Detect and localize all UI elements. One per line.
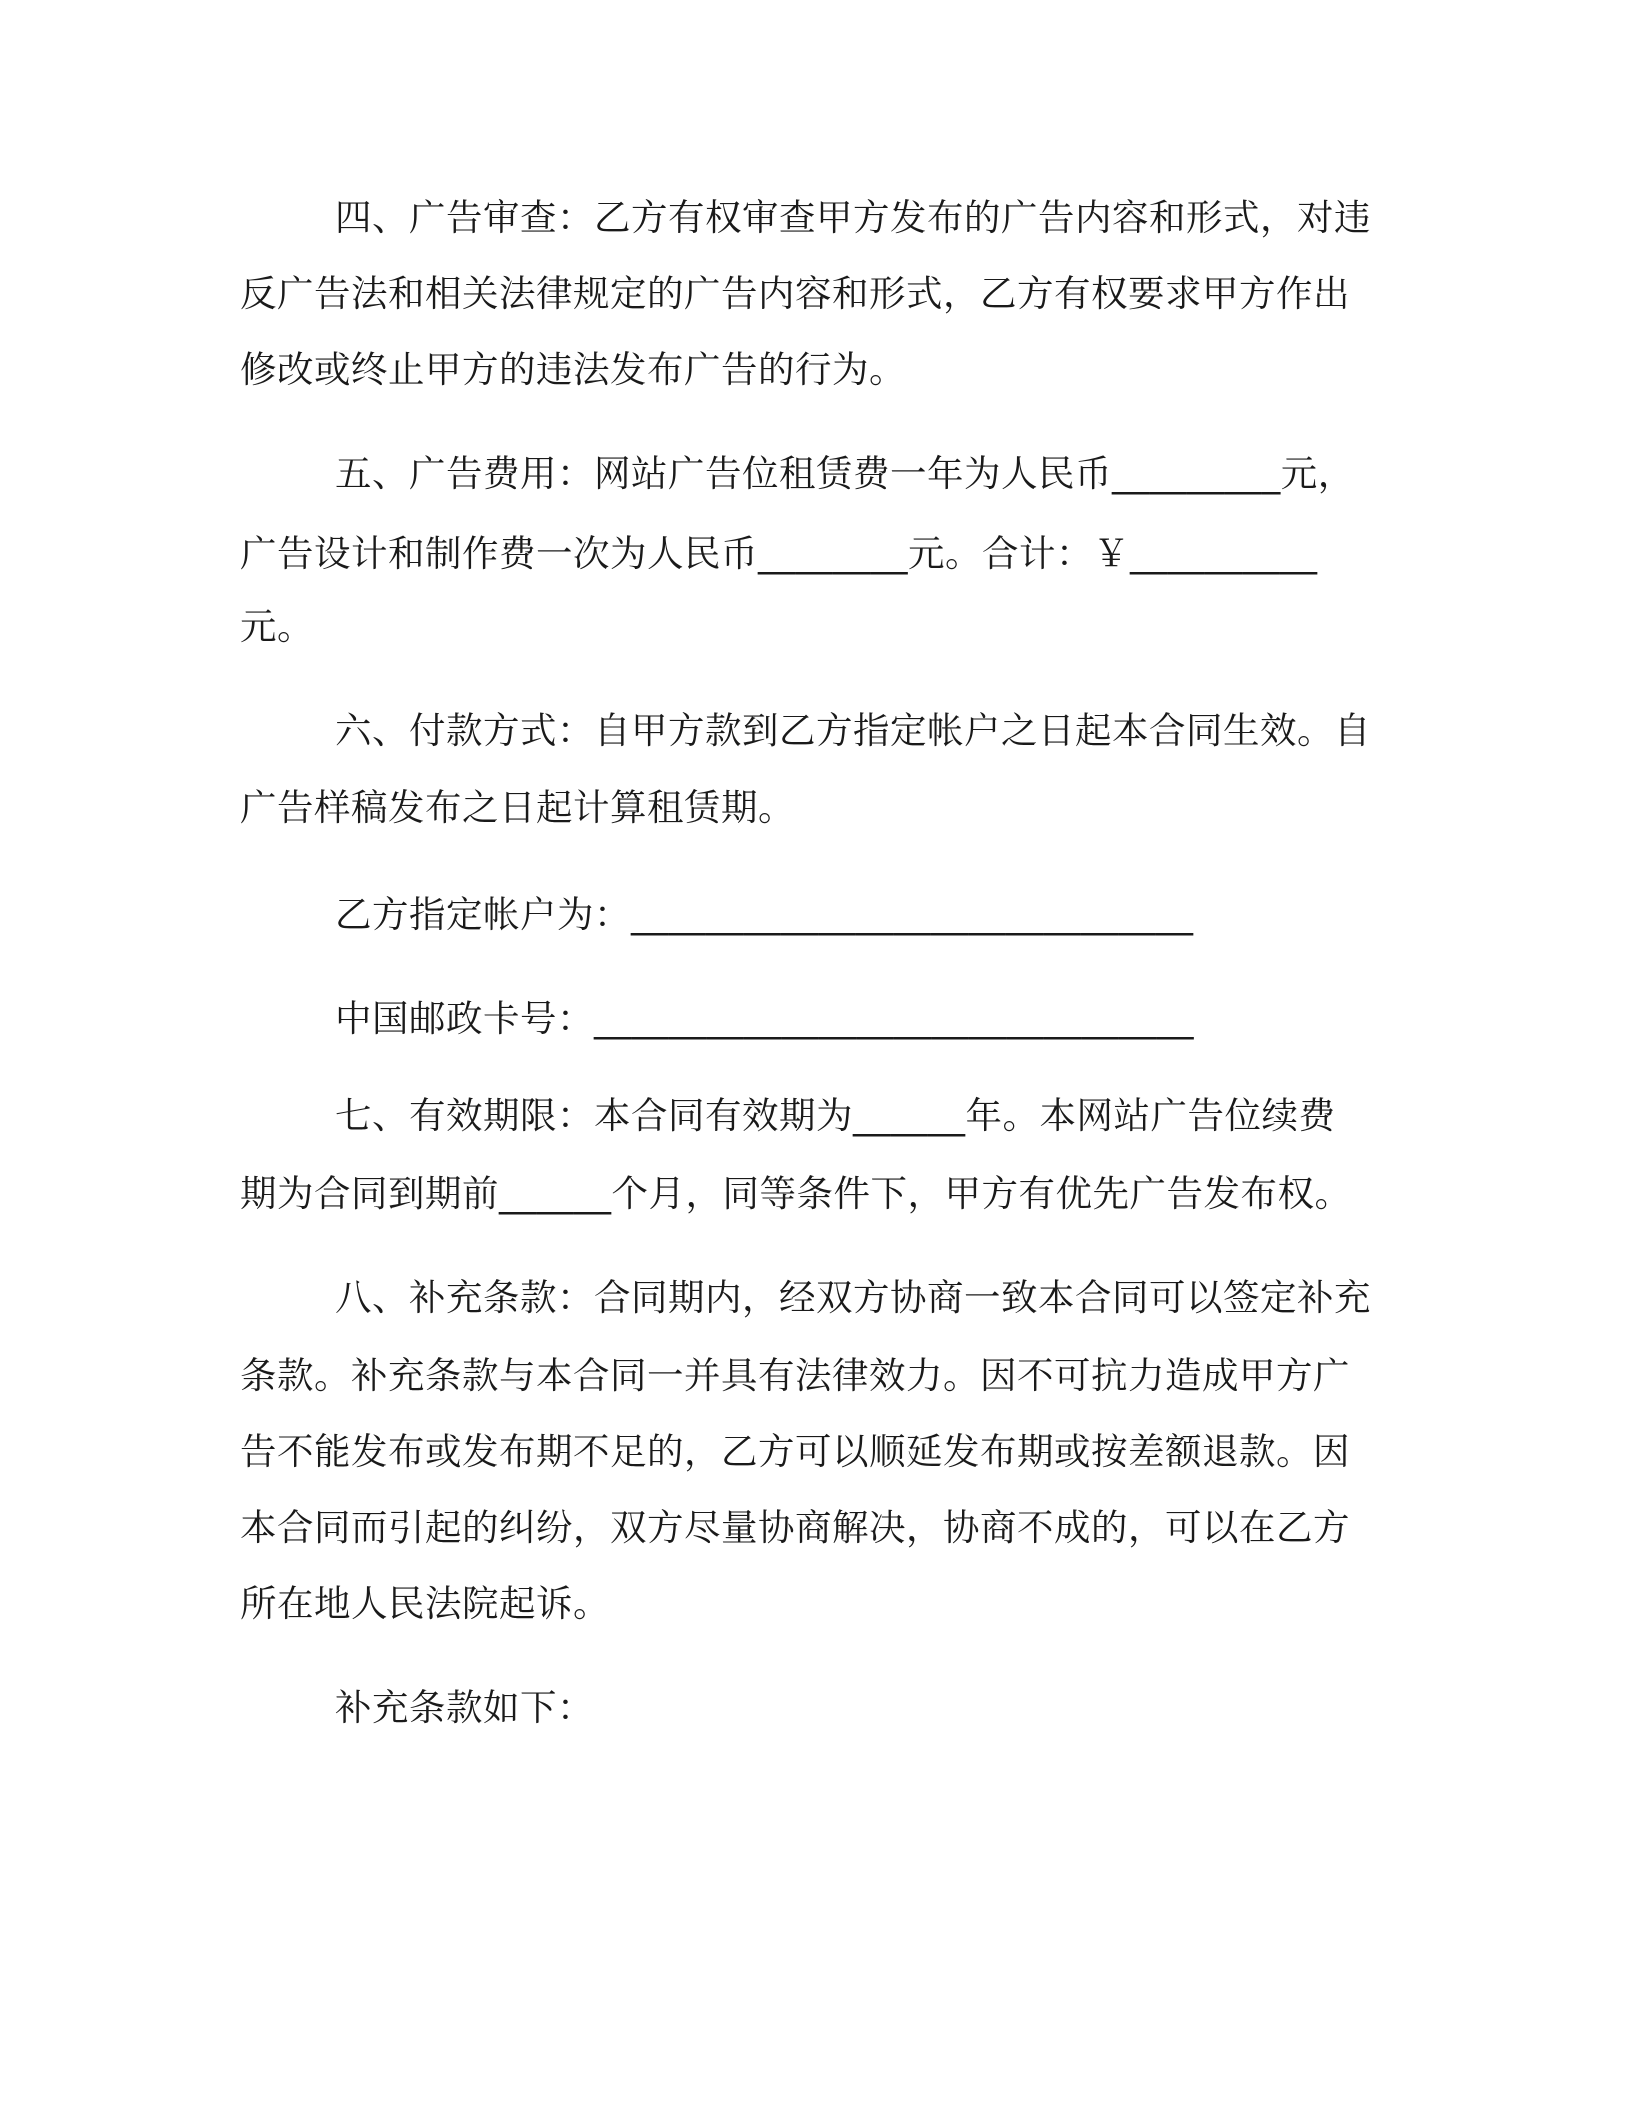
clause-4-line-2: 反广告法和相关法律规定的广告内容和形式，乙方有权要求甲方作出: [240, 272, 1350, 315]
postal-card-line: 中国邮政卡号：________________________________: [335, 997, 1194, 1040]
clause-5-line-3: 元。: [240, 605, 314, 648]
clause-7-line-1: 七、有效期限：本合同有效期为______年。本网站广告位续费: [335, 1094, 1336, 1137]
clause-8-line-4: 本合同而引起的纠纷，双方尽量协商解决，协商不成的，可以在乙方: [240, 1506, 1350, 1549]
clause-4-line-1: 四、广告审查：乙方有权审查甲方发布的广告内容和形式，对违: [335, 196, 1371, 239]
clause-8-line-3: 告不能发布或发布期不足的，乙方可以顺延发布期或按差额退款。因: [240, 1430, 1350, 1473]
clause-7-line-2: 期为合同到期前______个月，同等条件下，甲方有优先广告发布权。: [240, 1172, 1352, 1215]
clause-8-line-2: 条款。补充条款与本合同一并具有法律效力。因不可抗力造成甲方广: [240, 1354, 1350, 1397]
clause-8-line-1: 八、补充条款：合同期内，经双方协商一致本合同可以签定补充: [335, 1276, 1371, 1319]
clause-4-line-3: 修改或终止甲方的违法发布广告的行为。: [240, 348, 906, 391]
clause-5-line-2: 广告设计和制作费一次为人民币________元。合计：￥__________: [240, 532, 1318, 575]
clause-6-line-1: 六、付款方式：自甲方款到乙方指定帐户之日起本合同生效。自: [335, 709, 1371, 752]
supplementary-heading: 补充条款如下：: [335, 1686, 594, 1729]
account-line: 乙方指定帐户为：______________________________: [335, 893, 1194, 936]
clause-5-line-1: 五、广告费用：网站广告位租赁费一年为人民币_________元，: [335, 452, 1355, 495]
clause-6-line-2: 广告样稿发布之日起计算租赁期。: [240, 786, 795, 829]
clause-8-line-5: 所在地人民法院起诉。: [240, 1582, 610, 1625]
